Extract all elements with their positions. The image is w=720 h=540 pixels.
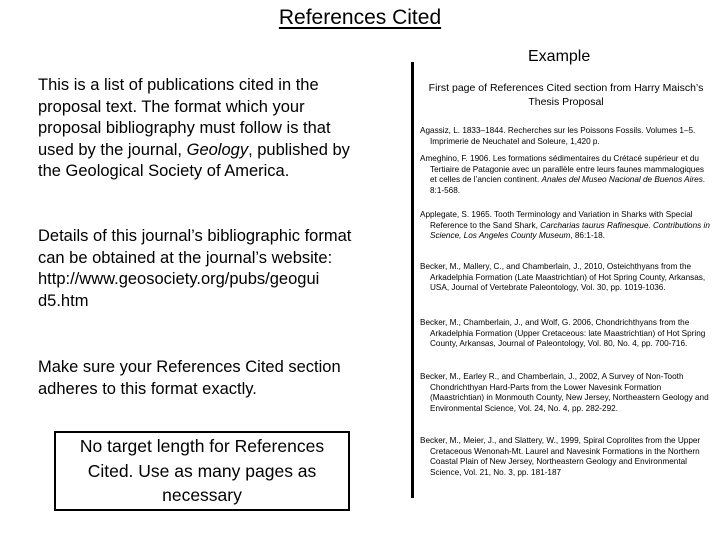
instructions-paragraph-3: Make sure your References Cited section adheres to this format exactly.	[38, 358, 341, 398]
reference-text: Ameghino, F. 1906. Les formations sédimentaires du Crétacé supérieur et du Tertiaire de Patagonie avec un parallèle entre leurs faunes mammalogiques et celles de l’ancien continent.	[420, 154, 704, 185]
reference-text: Applegate, S. 1965. Tooth Terminology and Variation in Sharks with Special Reference to the Sand Shark,	[420, 210, 693, 230]
length-note-box: No target length for References Cited. Use as many pages as necessary	[54, 431, 350, 511]
reference-entry	[420, 262, 712, 294]
column-divider	[411, 62, 414, 498]
reference-journal: Carcharias taurus Rafinesque. Contributions in Science, Los Angeles County Museum	[430, 220, 710, 241]
paragraph-1-text: This is a list of publications cited in the proposal text. The format which your proposal bibliography must follow is that used by the journal,	[38, 76, 331, 159]
page-title-text: References Cited	[278, 6, 442, 29]
reference-text: Becker, M., Meier, J., and Slattery, W., 1999, Spiral Coprolites from the Upper Cretaceous Wenonah-Mt. Laurel and Navesink Formations in the Northern Coastal Plain of New Jersey, Northeastern Geology and Environmental Science, Vol. 21, No. 3, pp. 181-187	[420, 436, 701, 477]
reference-entry	[420, 372, 712, 414]
reference-entry	[420, 318, 712, 350]
reference-pages: , 86:1-18.	[570, 231, 605, 241]
reference-text: Becker, M., Chamberlain, J., and Wolf, G. 2006, Chondrichthyans from the Arkadelphia Formation (Upper Cretaceous: late Maastrichtian) of Hot Spring County, Arkansas, Journal of Paleontology, Vol. 80, No. 4, pp. 700-716.	[420, 318, 706, 349]
reference-entry	[420, 210, 712, 242]
reference-text: Becker, M., Mallery, C., and Chamberlain, J., 2010, Osteichthyans from the Arkadelphia Formation (Late Maastrichtian) of Hot Spring County, Arkansas, USA, Journal of Vertebrate Paleontology, Vol. 30, pp. 1019-1036.	[420, 262, 706, 293]
page-title	[0, 6, 720, 30]
reference-text: Becker, M., Earley R., and Chamberlain, J., 2002, A Survey of Non-Tooth Chondrichthyan Hard-Parts from the Lower Navesink Formation (Maastrichtian) in Monmouth County, New Jersey, Northeastern Geology and Environmental Science, Vol. 24, No. 4, pp. 282-292.	[420, 372, 709, 413]
instructions-paragraph-1	[38, 75, 356, 183]
example-column	[420, 82, 712, 477]
reference-pages: . 8:1-568.	[430, 175, 706, 195]
journal-name: Geology	[186, 140, 249, 159]
reference-entry	[420, 126, 712, 147]
reference-journal: Anales del Museo Nacional de Buenos Aires	[541, 175, 703, 185]
reference-text: Agassiz, L. 1833–1844. Recherches sur les Poissons Fossils. Volumes 1–5. Imprimerie de Neuchatel and Soleure, 1,420 p.	[420, 126, 696, 146]
reference-entry	[420, 154, 712, 196]
paragraph-1-rest: , published by the Geological Society of America.	[38, 140, 350, 180]
instructions-paragraph-2: Details of this journal’s bibliographic format can be obtained at the journal’s website: http://www.geosociety.org/pubs/geogui d5.htm	[38, 227, 352, 310]
example-caption: First page of References Cited section from Harry Maisch’s Thesis Proposal	[428, 82, 704, 108]
reference-entry	[420, 436, 712, 478]
example-label: Example	[528, 48, 591, 65]
